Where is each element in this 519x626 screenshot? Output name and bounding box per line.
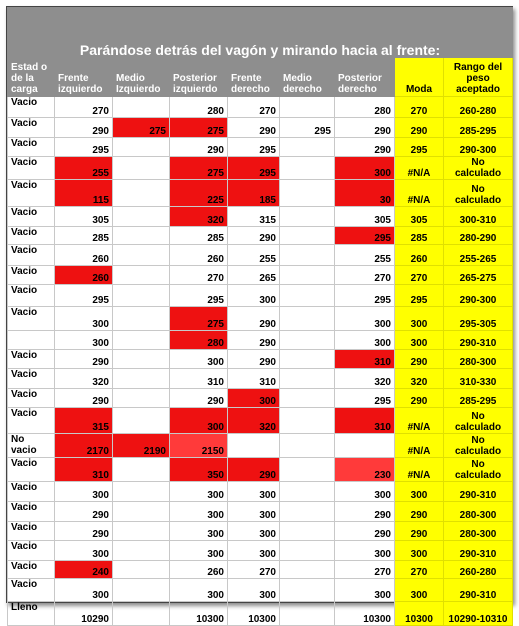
- cell-value: 295: [228, 138, 280, 157]
- cell-estado: Vacio: [8, 482, 55, 502]
- cell-moda: 290: [395, 118, 444, 138]
- cell-moda: 270: [395, 561, 444, 579]
- cell-rango: 280-300: [444, 502, 513, 522]
- cell-estado: Vacio: [8, 266, 55, 285]
- cell-value: 300: [170, 350, 228, 369]
- cell-value: 300: [55, 579, 113, 602]
- cell-value: 300: [228, 522, 280, 541]
- cell-value: 270: [55, 97, 113, 118]
- cell-value: 315: [228, 207, 280, 227]
- cell-value: [280, 541, 335, 561]
- cell-rango: 290-310: [444, 482, 513, 502]
- cell-value: 305: [55, 207, 113, 227]
- table-row: [8, 245, 513, 266]
- cell-value: [113, 350, 170, 369]
- cell-moda: 290: [395, 522, 444, 541]
- cell-value: 320: [170, 207, 228, 227]
- cell-value: 290: [55, 118, 113, 138]
- table-row: [8, 434, 513, 458]
- cell-moda: 260: [395, 245, 444, 266]
- cell-moda: 270: [395, 266, 444, 285]
- cell-value: 300: [335, 307, 395, 331]
- cell-rango: 285-295: [444, 389, 513, 408]
- cell-value: 350: [170, 458, 228, 482]
- cell-estado: Vacio: [8, 350, 55, 369]
- table-row: [8, 579, 513, 602]
- cell-value: 10300: [170, 602, 228, 626]
- cell-value: 280: [170, 97, 228, 118]
- cell-value: 300: [335, 579, 395, 602]
- cell-value: [113, 369, 170, 389]
- cell-value: [280, 138, 335, 157]
- cell-value: 30: [335, 180, 395, 207]
- cell-estado: Lleno: [8, 602, 55, 626]
- cell-estado: Vacio: [8, 207, 55, 227]
- cell-moda: 290: [395, 389, 444, 408]
- table-row: [8, 307, 513, 331]
- cell-rango: No calculado: [444, 408, 513, 434]
- cell-value: [280, 157, 335, 180]
- cell-value: 320: [335, 369, 395, 389]
- cell-value: [335, 434, 395, 458]
- cell-value: [280, 285, 335, 307]
- cell-value: 255: [335, 245, 395, 266]
- cell-moda: #N/A: [395, 434, 444, 458]
- cell-moda: 320: [395, 369, 444, 389]
- cell-value: 290: [335, 522, 395, 541]
- cell-rango: 300-310: [444, 207, 513, 227]
- cell-value: 2190: [113, 434, 170, 458]
- cell-value: [113, 266, 170, 285]
- cell-value: 290: [55, 502, 113, 522]
- cell-moda: #N/A: [395, 458, 444, 482]
- cell-value: 285: [170, 227, 228, 245]
- table-row: [8, 522, 513, 541]
- cell-moda: 290: [395, 350, 444, 369]
- cell-rango: 290-300: [444, 138, 513, 157]
- cell-moda: #N/A: [395, 408, 444, 434]
- cell-value: 300: [170, 502, 228, 522]
- cell-value: 260: [170, 245, 228, 266]
- cell-value: 300: [228, 482, 280, 502]
- table-row: [8, 207, 513, 227]
- cell-estado: Vacio: [8, 458, 55, 482]
- table-row: [8, 389, 513, 408]
- cell-value: 290: [228, 227, 280, 245]
- cell-value: 300: [170, 541, 228, 561]
- cell-moda: 300: [395, 579, 444, 602]
- cell-value: 295: [55, 285, 113, 307]
- cell-value: [280, 266, 335, 285]
- cell-value: 300: [55, 331, 113, 350]
- cell-value: [280, 458, 335, 482]
- cell-value: 320: [55, 369, 113, 389]
- cell-value: 275: [113, 118, 170, 138]
- weight-table: [7, 7, 513, 626]
- table-row: [8, 482, 513, 502]
- cell-value: 310: [170, 369, 228, 389]
- cell-value: [280, 602, 335, 626]
- cell-estado: No vacio: [8, 434, 55, 458]
- table-row: [8, 180, 513, 207]
- table-row: [8, 541, 513, 561]
- cell-value: [113, 502, 170, 522]
- table-row: [8, 331, 513, 350]
- cell-rango: 285-295: [444, 118, 513, 138]
- table-row: [8, 369, 513, 389]
- cell-rango: 280-300: [444, 522, 513, 541]
- cell-value: 270: [170, 266, 228, 285]
- cell-value: [113, 389, 170, 408]
- cell-value: [280, 369, 335, 389]
- cell-value: [280, 307, 335, 331]
- cell-value: 185: [228, 180, 280, 207]
- cell-value: 300: [228, 579, 280, 602]
- cell-value: [228, 434, 280, 458]
- cell-value: 300: [228, 285, 280, 307]
- cell-value: 290: [335, 502, 395, 522]
- table-row: [8, 408, 513, 434]
- cell-value: 295: [280, 118, 335, 138]
- cell-value: [113, 307, 170, 331]
- cell-value: 290: [228, 307, 280, 331]
- cell-value: 265: [228, 266, 280, 285]
- cell-value: [113, 522, 170, 541]
- cell-value: 300: [55, 307, 113, 331]
- cell-value: [280, 180, 335, 207]
- cell-value: 260: [170, 561, 228, 579]
- cell-value: 280: [335, 97, 395, 118]
- table-row: [8, 561, 513, 579]
- cell-value: 2170: [55, 434, 113, 458]
- cell-value: 300: [335, 331, 395, 350]
- table-row: [8, 157, 513, 180]
- cell-value: [113, 245, 170, 266]
- cell-rango: 290-310: [444, 331, 513, 350]
- cell-moda: 300: [395, 482, 444, 502]
- cell-estado: Vacio: [8, 522, 55, 541]
- cell-value: [280, 579, 335, 602]
- cell-value: 300: [228, 502, 280, 522]
- cell-value: [113, 331, 170, 350]
- cell-estado: Vacio: [8, 157, 55, 180]
- cell-value: [280, 434, 335, 458]
- cell-value: 300: [55, 482, 113, 502]
- cell-value: 290: [335, 118, 395, 138]
- cell-value: 290: [335, 138, 395, 157]
- cell-value: [113, 285, 170, 307]
- cell-value: [113, 408, 170, 434]
- header-posterior-izquierdo: Posterior izquierdo: [170, 58, 228, 97]
- cell-estado: Vacio: [8, 118, 55, 138]
- cell-rango: 310-330: [444, 369, 513, 389]
- cell-estado: Vacio: [8, 561, 55, 579]
- cell-value: 300: [228, 389, 280, 408]
- cell-value: 270: [335, 266, 395, 285]
- cell-estado: Vacio: [8, 97, 55, 118]
- cell-moda: 305: [395, 207, 444, 227]
- header-rango: Rango del peso aceptado: [444, 58, 513, 97]
- cell-value: 295: [335, 389, 395, 408]
- cell-value: [280, 389, 335, 408]
- cell-value: [280, 522, 335, 541]
- cell-value: 300: [170, 579, 228, 602]
- cell-rango: 280-300: [444, 350, 513, 369]
- cell-rango: 255-265: [444, 245, 513, 266]
- cell-rango: No calculado: [444, 180, 513, 207]
- cell-rango: 290-310: [444, 579, 513, 602]
- cell-value: 280: [170, 331, 228, 350]
- cell-value: [113, 458, 170, 482]
- cell-value: 10290: [55, 602, 113, 626]
- cell-moda: 300: [395, 307, 444, 331]
- cell-estado: Vacio: [8, 138, 55, 157]
- cell-moda: 300: [395, 541, 444, 561]
- cell-value: 2150: [170, 434, 228, 458]
- cell-value: 260: [55, 266, 113, 285]
- cell-moda: 295: [395, 285, 444, 307]
- cell-estado: Vacio: [8, 389, 55, 408]
- cell-value: [113, 157, 170, 180]
- cell-value: [113, 541, 170, 561]
- cell-estado: [8, 331, 55, 350]
- cell-value: 260: [55, 245, 113, 266]
- table-row: [8, 97, 513, 118]
- header-posterior-derecho: Posterior derecho: [335, 58, 395, 97]
- cell-value: 275: [170, 157, 228, 180]
- cell-estado: Vacio: [8, 245, 55, 266]
- cell-value: 290: [170, 138, 228, 157]
- cell-value: 225: [170, 180, 228, 207]
- cell-estado: Vacio: [8, 579, 55, 602]
- cell-value: 240: [55, 561, 113, 579]
- table-row: [8, 118, 513, 138]
- cell-moda: 290: [395, 502, 444, 522]
- cell-value: 310: [335, 408, 395, 434]
- table-row: [8, 602, 513, 626]
- header-frente-izquierdo: Frente izquierdo: [55, 58, 113, 97]
- cell-value: 290: [55, 522, 113, 541]
- cell-value: 295: [228, 157, 280, 180]
- cell-value: 115: [55, 180, 113, 207]
- cell-value: 315: [55, 408, 113, 434]
- cell-moda: 10300: [395, 602, 444, 626]
- cell-rango: No calculado: [444, 157, 513, 180]
- cell-moda: 300: [395, 331, 444, 350]
- cell-rango: 295-305: [444, 307, 513, 331]
- cell-value: [280, 207, 335, 227]
- table-row: [8, 350, 513, 369]
- cell-value: 300: [170, 482, 228, 502]
- cell-estado: Vacio: [8, 227, 55, 245]
- cell-estado: Vacio: [8, 408, 55, 434]
- cell-value: [280, 245, 335, 266]
- cell-value: 310: [55, 458, 113, 482]
- cell-value: 310: [228, 369, 280, 389]
- cell-value: 305: [335, 207, 395, 227]
- cell-value: [113, 180, 170, 207]
- header-medio-izquierdo: Medio Izquierdo: [113, 58, 170, 97]
- table-title: Parándose detrás del vagón y mirando hacia al frente:: [8, 8, 513, 58]
- cell-value: [113, 227, 170, 245]
- cell-value: [280, 97, 335, 118]
- cell-value: [280, 408, 335, 434]
- cell-moda: #N/A: [395, 157, 444, 180]
- table-frame: [6, 6, 513, 625]
- cell-value: 290: [228, 331, 280, 350]
- cell-estado: Vacio: [8, 369, 55, 389]
- cell-value: 230: [335, 458, 395, 482]
- cell-value: 295: [335, 285, 395, 307]
- cell-value: 10300: [228, 602, 280, 626]
- cell-value: 300: [335, 482, 395, 502]
- cell-value: 290: [55, 350, 113, 369]
- cell-estado: Vacio: [8, 541, 55, 561]
- cell-rango: 260-280: [444, 561, 513, 579]
- cell-value: 300: [170, 522, 228, 541]
- cell-value: 295: [335, 227, 395, 245]
- cell-value: 270: [228, 561, 280, 579]
- cell-value: 300: [335, 541, 395, 561]
- cell-value: 300: [228, 541, 280, 561]
- cell-estado: Vacio: [8, 502, 55, 522]
- cell-value: 10300: [335, 602, 395, 626]
- cell-value: 300: [55, 541, 113, 561]
- cell-estado: Vacio: [8, 307, 55, 331]
- cell-estado: Vacio: [8, 285, 55, 307]
- cell-rango: 290-310: [444, 541, 513, 561]
- cell-value: 270: [335, 561, 395, 579]
- table-row: [8, 227, 513, 245]
- cell-value: [113, 482, 170, 502]
- cell-value: 295: [170, 285, 228, 307]
- cell-value: 255: [228, 245, 280, 266]
- cell-value: 285: [55, 227, 113, 245]
- header-moda: Moda: [395, 58, 444, 97]
- cell-value: 275: [170, 118, 228, 138]
- cell-value: 300: [335, 157, 395, 180]
- cell-value: 270: [228, 97, 280, 118]
- cell-rango: No calculado: [444, 434, 513, 458]
- header-medio-derecho: Medio derecho: [280, 58, 335, 97]
- cell-moda: 295: [395, 138, 444, 157]
- cell-value: 290: [228, 118, 280, 138]
- cell-rango: 290-300: [444, 285, 513, 307]
- cell-rango: 10290-10310: [444, 602, 513, 626]
- cell-moda: #N/A: [395, 180, 444, 207]
- table-row: [8, 266, 513, 285]
- cell-value: 290: [55, 389, 113, 408]
- cell-estado: Vacio: [8, 180, 55, 207]
- cell-value: [280, 502, 335, 522]
- cell-value: 300: [170, 408, 228, 434]
- cell-rango: 280-290: [444, 227, 513, 245]
- table-row: [8, 138, 513, 157]
- cell-value: 275: [170, 307, 228, 331]
- table-row: [8, 458, 513, 482]
- header-estado: Estad o de la carga: [8, 58, 55, 97]
- cell-rango: 265-275: [444, 266, 513, 285]
- cell-value: [280, 227, 335, 245]
- cell-value: [280, 561, 335, 579]
- cell-value: 310: [335, 350, 395, 369]
- header-frente-derecho: Frente derecho: [228, 58, 280, 97]
- cell-value: [113, 579, 170, 602]
- cell-value: 290: [170, 389, 228, 408]
- table-row: [8, 502, 513, 522]
- cell-value: [280, 482, 335, 502]
- table-row: [8, 285, 513, 307]
- cell-value: [280, 331, 335, 350]
- cell-value: [113, 207, 170, 227]
- cell-value: [113, 602, 170, 626]
- cell-value: 320: [228, 408, 280, 434]
- cell-value: [113, 138, 170, 157]
- cell-rango: No calculado: [444, 458, 513, 482]
- cell-value: [280, 350, 335, 369]
- cell-value: 290: [228, 458, 280, 482]
- cell-value: 255: [55, 157, 113, 180]
- cell-moda: 285: [395, 227, 444, 245]
- cell-rango: 260-280: [444, 97, 513, 118]
- cell-value: 290: [228, 350, 280, 369]
- cell-value: [113, 97, 170, 118]
- cell-value: [113, 561, 170, 579]
- cell-value: 295: [55, 138, 113, 157]
- cell-moda: 270: [395, 97, 444, 118]
